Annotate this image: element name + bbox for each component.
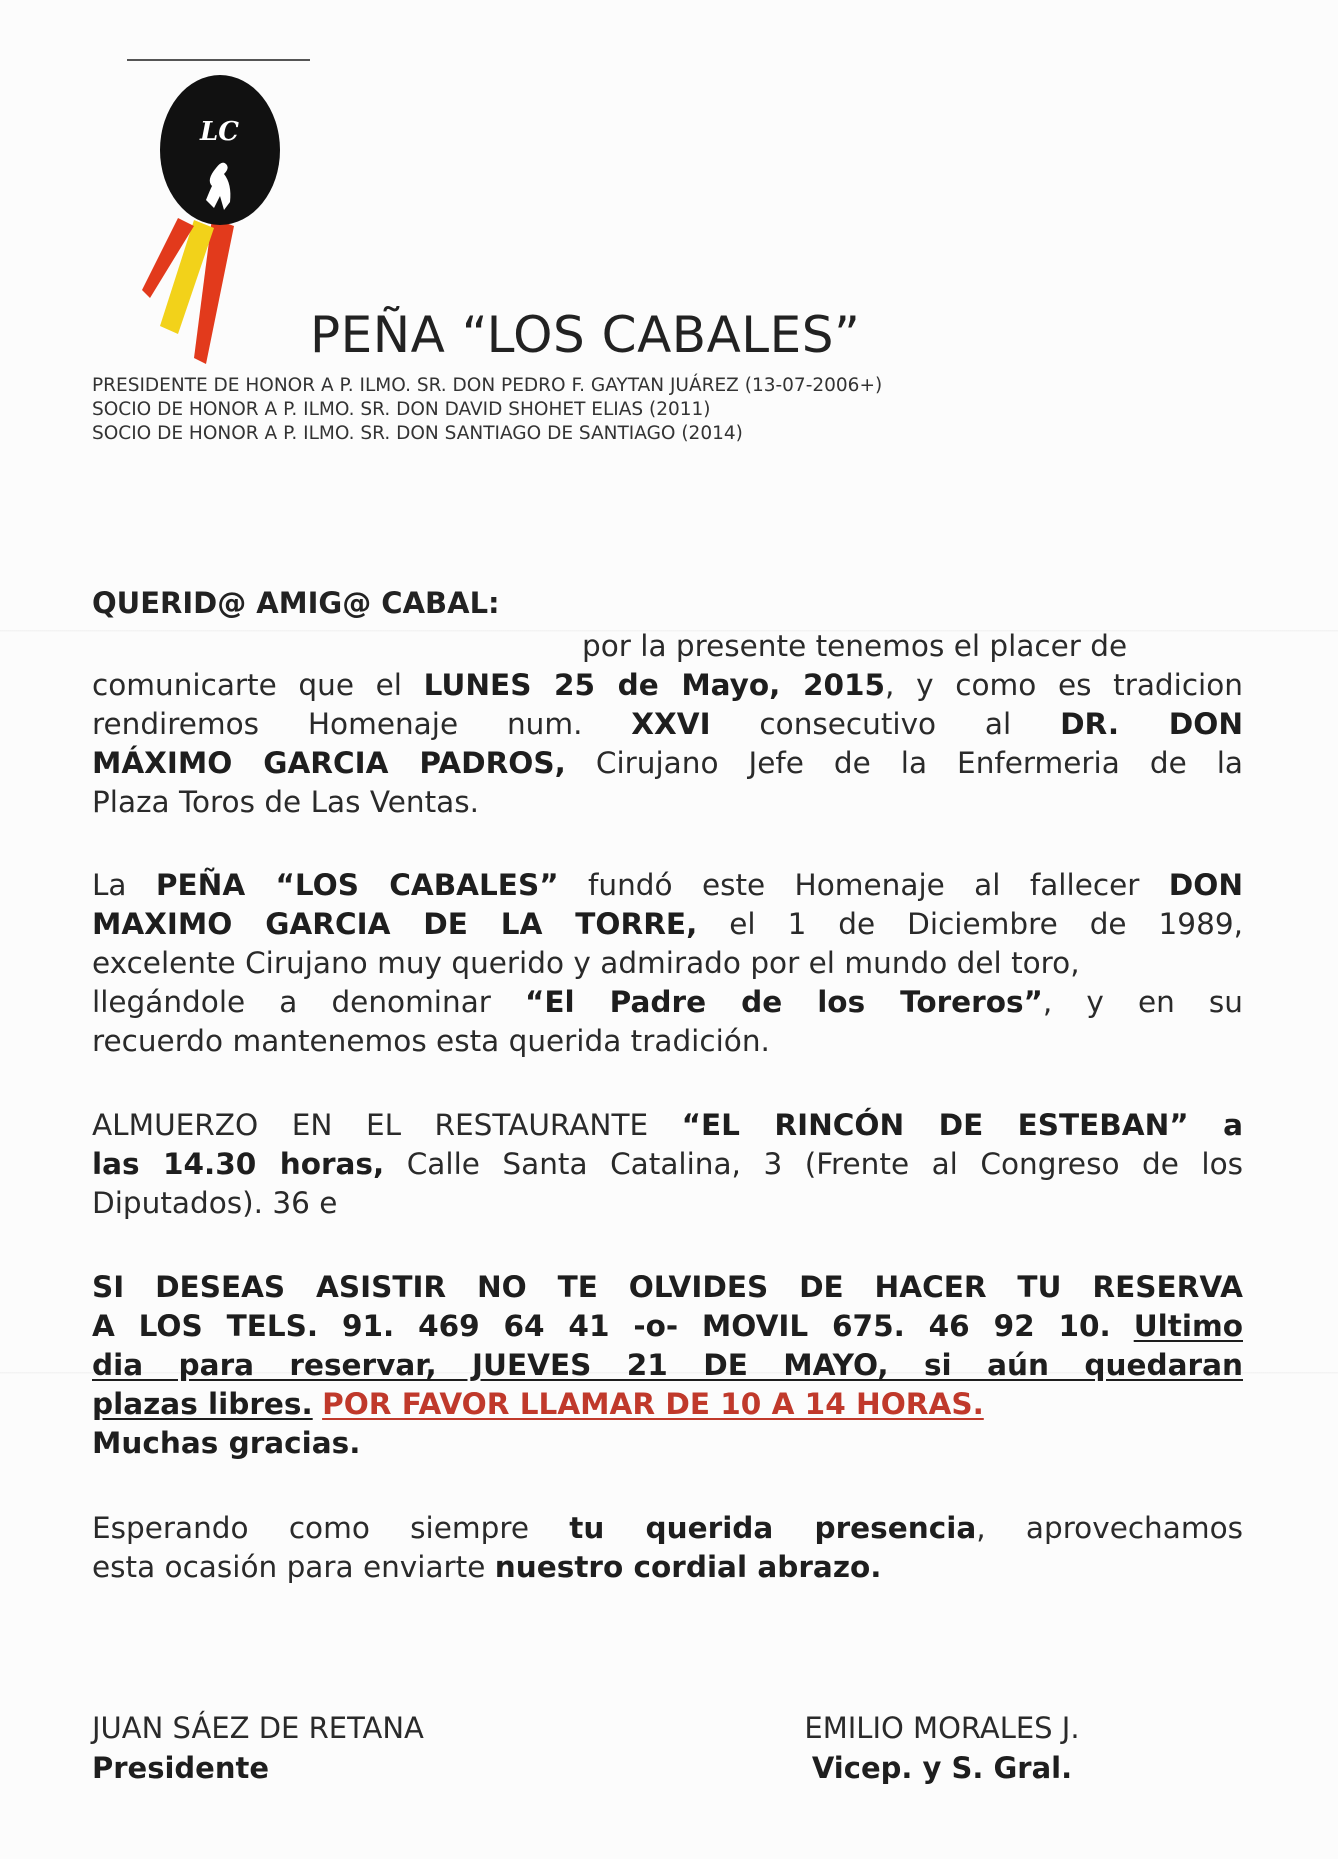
text-line	[92, 983, 1243, 1022]
text-line	[92, 1145, 1243, 1184]
text-line	[92, 1509, 1243, 1548]
signatory-name: EMILIO MORALES J.	[804, 1711, 1080, 1745]
text-line	[92, 944, 1243, 983]
phone-numbers: A LOS TELS. 91. 469 64 41 -o- MOVIL 675. 46 92 10.	[92, 1309, 1111, 1343]
signatory-name: JUAN SÁEZ DE RETANA	[92, 1711, 424, 1745]
honor-line: PRESIDENTE DE HONOR A P. ILMO. SR. DON PEDRO F. GAYTAN JUÁREZ (13-07-2006+)	[92, 375, 883, 396]
text-run: , y como es tradicion	[885, 668, 1243, 702]
text-run: Esperando como siempre	[92, 1511, 570, 1545]
text-run: llegándole a denominar	[92, 985, 526, 1019]
text-run: tu querida presencia	[569, 1511, 977, 1545]
text-run: comunicarte que el	[92, 668, 424, 702]
text-run: nuestro cordial abrazo.	[494, 1550, 882, 1584]
signatory-role: Presidente	[92, 1751, 270, 1785]
signature-right	[776, 1708, 1108, 1788]
page-title: PEÑA “LOS CABALES”	[310, 306, 861, 364]
text-run: el 1 de Diciembre de 1989,	[697, 907, 1243, 941]
text-run: La	[92, 868, 156, 902]
text-line	[92, 666, 1243, 705]
logo-oval	[160, 75, 280, 225]
reservation-deadline: dia para reservar, JUEVES 21 DE MAYO, si aún quedaran	[92, 1348, 1243, 1382]
text-run: plazas libres.	[92, 1387, 313, 1421]
honor-line: SOCIO DE HONOR A P. ILMO. SR. DON SANTIAGO DE SANTIAGO (2014)	[92, 423, 743, 444]
nickname: “El Padre de los Toreros”	[525, 985, 1043, 1019]
text-run: Diputados). 36 e	[92, 1186, 338, 1220]
text-run: rendiremos Homenaje num.	[92, 707, 632, 741]
text-line	[92, 1385, 1243, 1424]
honoree-title: DR. DON	[1060, 707, 1244, 741]
text-run: DON	[1168, 868, 1244, 902]
text-line	[92, 1268, 1243, 1307]
thanks: Muchas gracias.	[92, 1426, 361, 1460]
text-run: SI DESEAS ASISTIR NO TE OLVIDES DE HACER TU RESERVA	[92, 1270, 1243, 1304]
homage-number: XXVI	[631, 707, 711, 741]
text-run: Plaza Toros de Las Ventas.	[92, 785, 479, 819]
paragraph-history	[92, 866, 1243, 1061]
text-run: por la presente tenemos el placer de	[582, 629, 1128, 663]
text-run: , aprovechamos	[976, 1511, 1243, 1545]
text-line	[92, 1307, 1243, 1346]
event-date: LUNES 25 de Mayo, 2015	[423, 668, 886, 702]
text-line	[92, 783, 1243, 822]
logo-initials: LC	[200, 117, 239, 147]
signature-left	[92, 1708, 424, 1788]
text-run: excelente Cirujano muy querido y admirado por el mundo del toro,	[92, 946, 1080, 980]
pena-logo	[130, 68, 300, 368]
top-rule	[127, 59, 310, 61]
call-hours-notice: POR FAVOR LLAMAR DE 10 A 14 HORAS.	[322, 1387, 984, 1421]
text-run: Cirujano Jefe de la Enfermeria de la	[565, 746, 1243, 780]
text-run: consecutivo al	[710, 707, 1061, 741]
text-line	[92, 905, 1243, 944]
paragraph-intro	[92, 627, 1243, 822]
text-run: , y en su	[1042, 985, 1243, 1019]
text-line	[92, 705, 1243, 744]
text-line	[92, 866, 1243, 905]
text-line	[92, 627, 1243, 666]
text-line	[92, 1424, 1243, 1463]
honoree-name: MÁXIMO GARCIA PADROS,	[92, 746, 566, 780]
signatory-role: Vicep. y S. Gral.	[811, 1751, 1073, 1785]
text-line	[92, 1106, 1243, 1145]
restaurant-name: “EL RINCÓN DE ESTEBAN” a	[681, 1108, 1244, 1142]
text-line	[92, 1548, 1243, 1587]
founder-name: MAXIMO GARCIA DE LA TORRE,	[92, 907, 698, 941]
text-line	[92, 1022, 1243, 1061]
text-line	[92, 744, 1243, 783]
text-run: Calle Santa Catalina, 3 (Frente al Congreso de los	[384, 1147, 1244, 1181]
paragraph-closing	[92, 1509, 1243, 1587]
greeting: QUERID@ AMIG@ CABAL:	[92, 586, 500, 620]
lunch-time: las 14.30 horas,	[92, 1147, 385, 1181]
honors-list	[92, 374, 882, 446]
pena-name: PEÑA “LOS CABALES”	[155, 868, 559, 902]
text-line	[92, 1346, 1243, 1385]
text-run: esta ocasión para enviarte	[92, 1550, 495, 1584]
text-run: recuerdo mantenemos esta querida tradición.	[92, 1024, 770, 1058]
text-run: ALMUERZO EN EL RESTAURANTE	[92, 1108, 682, 1142]
text-line	[92, 1184, 1243, 1223]
text-run: fundó este Homenaje al fallecer	[558, 868, 1169, 902]
text-run: Ultimo	[1133, 1309, 1243, 1343]
paragraph-lunch	[92, 1106, 1243, 1223]
paragraph-reservation	[92, 1268, 1243, 1463]
honor-line: SOCIO DE HONOR A P. ILMO. SR. DON DAVID SHOHET ELIAS (2011)	[92, 399, 711, 420]
